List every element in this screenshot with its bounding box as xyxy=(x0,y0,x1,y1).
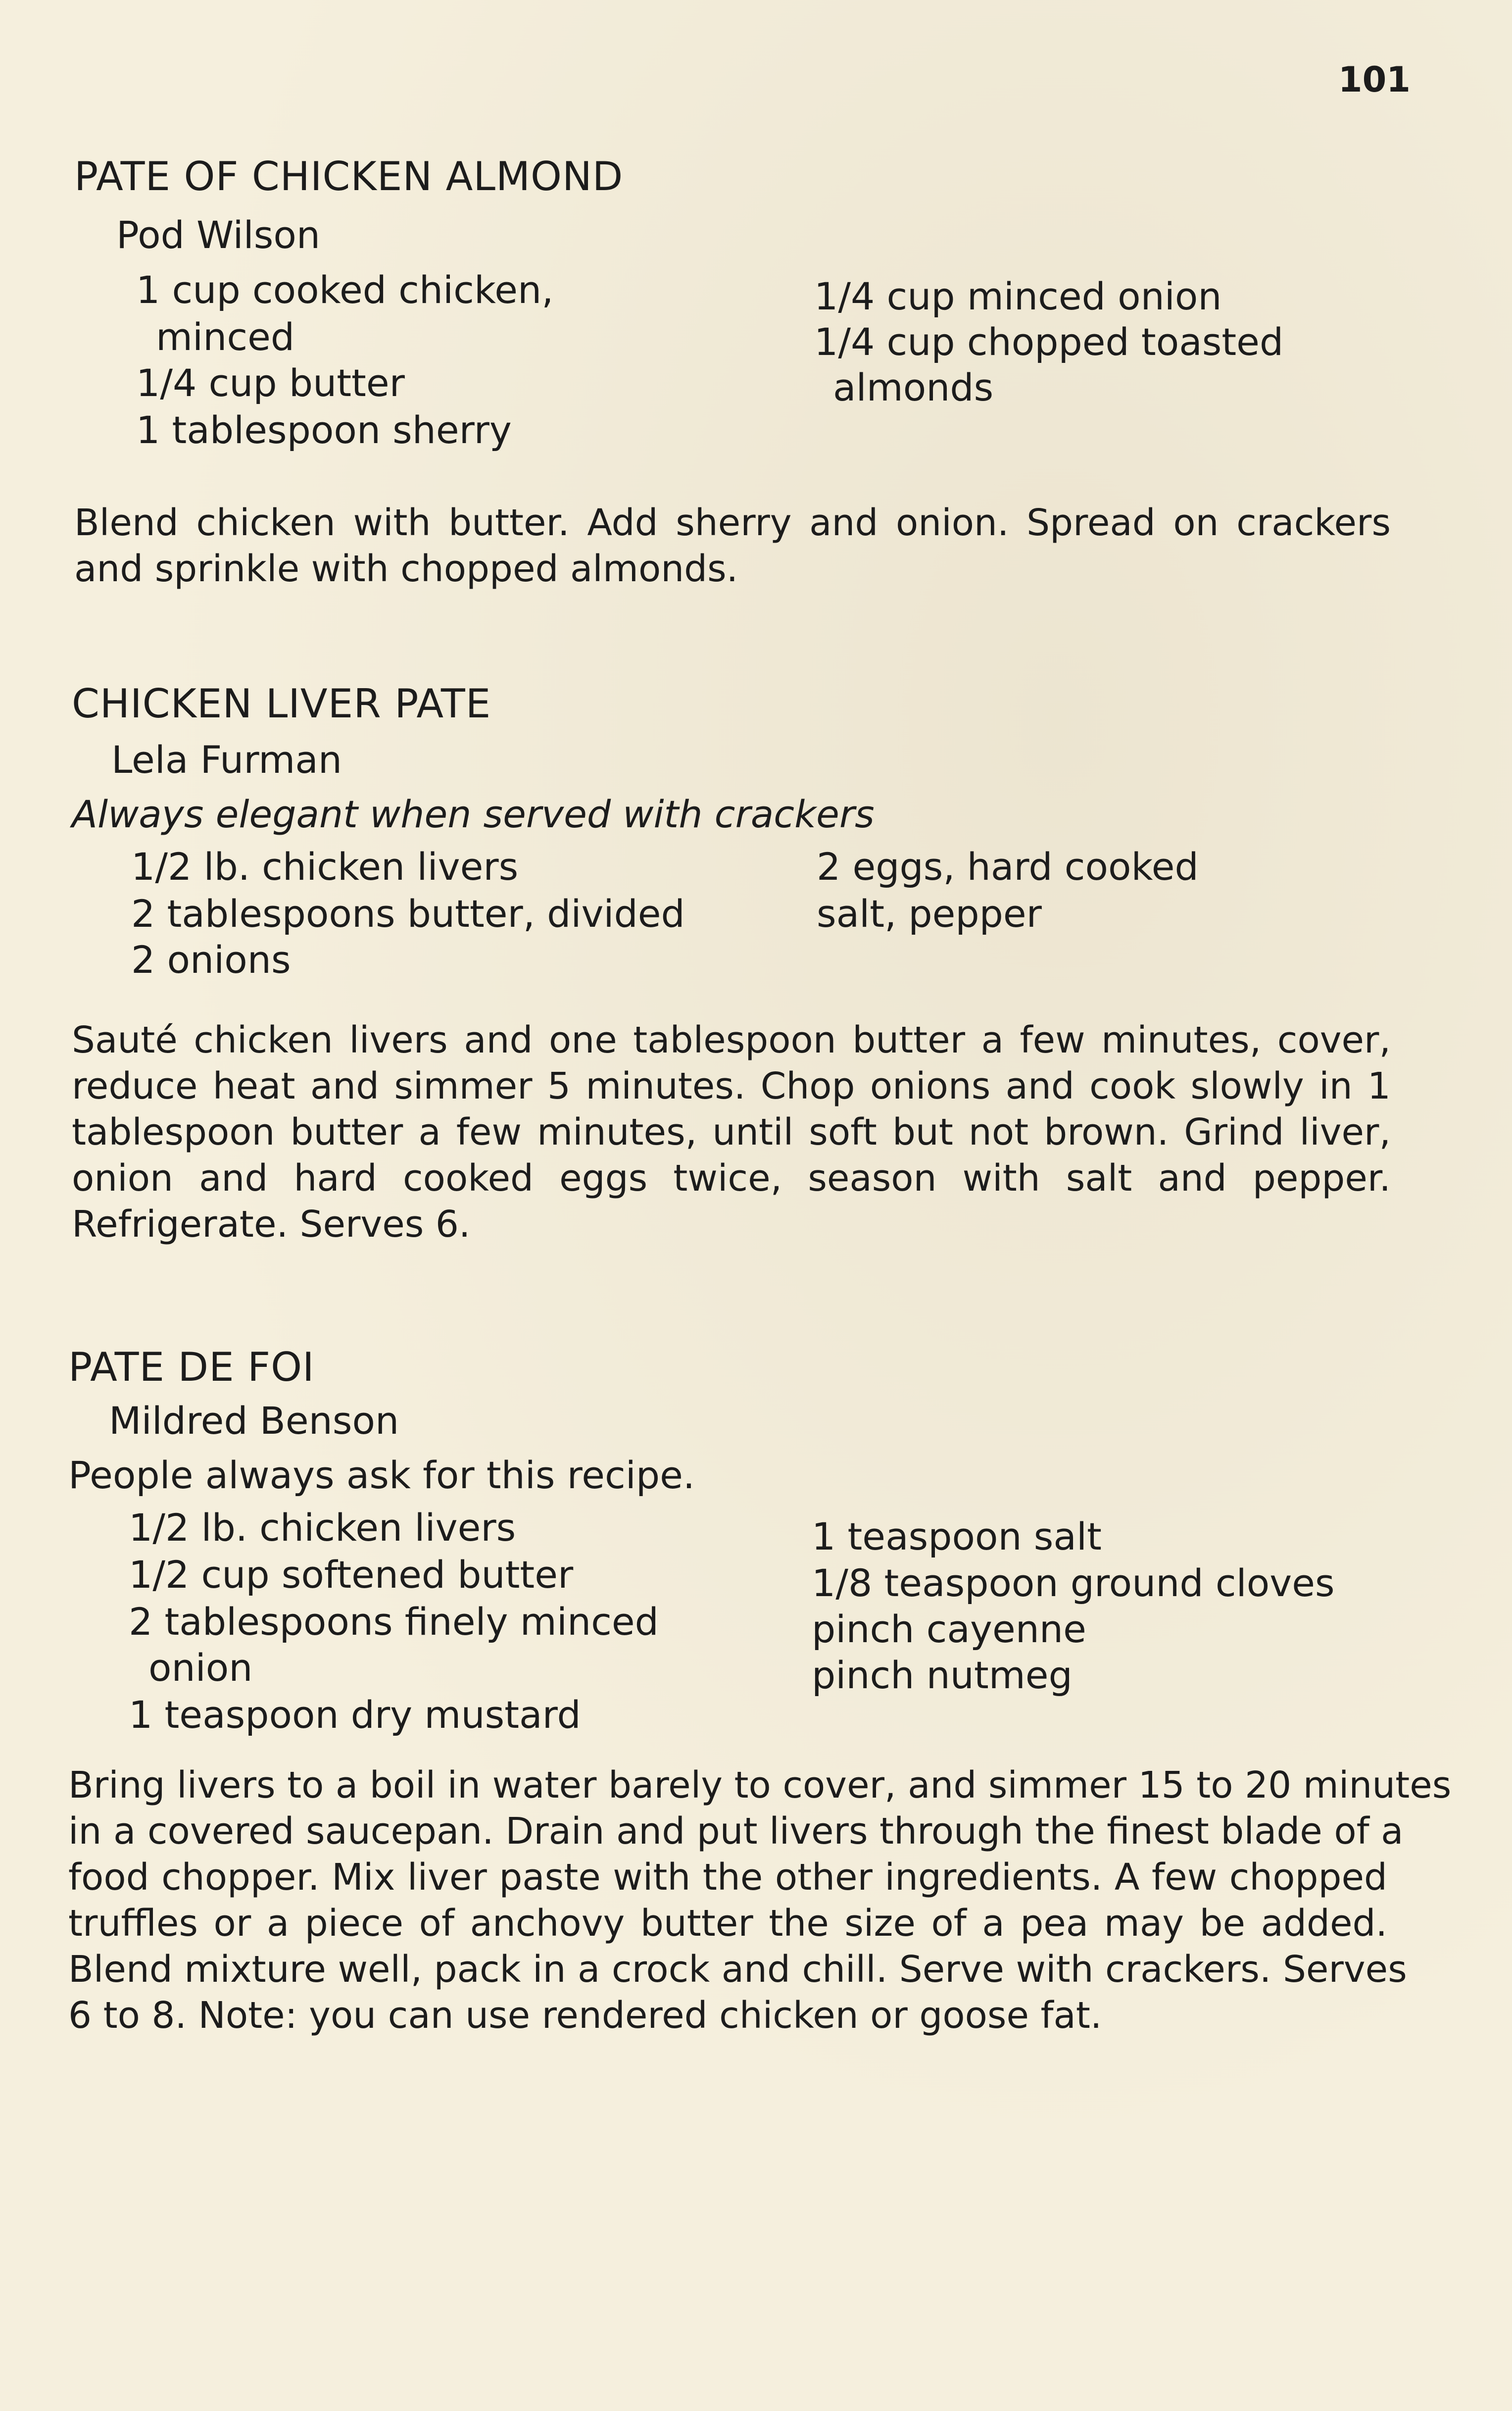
ingredient: 1/2 lb. chicken livers xyxy=(129,1506,516,1550)
directions-line: tablespoon butter a few minutes, until soft but not brown. Grind liver, xyxy=(72,1111,1391,1154)
ingredient: 1/2 cup softened butter xyxy=(129,1553,574,1597)
ingredient: pinch nutmeg xyxy=(812,1653,1073,1697)
ingredient: onion xyxy=(148,1646,253,1690)
recipe-title: CHICKEN LIVER PATE xyxy=(72,681,491,727)
ingredient: minced xyxy=(156,315,295,359)
recipe-title: PATE DE FOI xyxy=(68,1344,315,1390)
ingredient: pinch cayenne xyxy=(812,1607,1086,1651)
directions-line: Blend chicken with butter. Add sherry and onion. Spread on crackers xyxy=(74,502,1391,544)
directions-line: 6 to 8. Note: you can use rendered chicken or goose fat. xyxy=(68,1994,1102,2037)
recipe-author: Mildred Benson xyxy=(109,1399,399,1443)
directions-line: in a covered saucepan. Drain and put livers through the finest blade of a xyxy=(68,1810,1404,1853)
ingredient: 1 teaspoon dry mustard xyxy=(129,1693,581,1737)
ingredient: 2 tablespoons finely minced xyxy=(129,1600,659,1644)
ingredient: 1/4 cup butter xyxy=(136,361,405,405)
directions-line: onion and hard cooked eggs twice, season with salt and pepper. xyxy=(72,1157,1391,1200)
directions-line: Sauté chicken livers and one tablespoon butter a few minutes, cover, xyxy=(72,1019,1391,1061)
recipe-author: Pod Wilson xyxy=(116,213,320,257)
recipe-author: Lela Furman xyxy=(111,738,342,782)
ingredient: 1/2 lb. chicken livers xyxy=(131,845,519,889)
directions-line: Bring livers to a boil in water barely to cover, and simmer 15 to 20 minutes xyxy=(68,1764,1452,1807)
ingredient: 1 cup cooked chicken, xyxy=(136,268,554,312)
recipe-intro: Always elegant when served with crackers xyxy=(72,792,875,836)
ingredient: salt, pepper xyxy=(817,892,1042,936)
directions-line: Blend mixture well, pack in a crock and chill. Serve with crackers. Serves xyxy=(68,1948,1407,1991)
directions-line: and sprinkle with chopped almonds. xyxy=(74,548,738,590)
ingredient: 2 tablespoons butter, divided xyxy=(131,892,685,936)
ingredient: 1 tablespoon sherry xyxy=(136,408,512,452)
ingredient: almonds xyxy=(833,365,994,409)
ingredient: 1/4 cup minced onion xyxy=(814,274,1222,318)
recipe-directions xyxy=(72,1017,1391,1248)
ingredient: 1/4 cup chopped toasted xyxy=(814,320,1284,364)
directions-line: reduce heat and simmer 5 minutes. Chop onions and cook slowly in 1 xyxy=(72,1065,1391,1107)
ingredient: 1 teaspoon salt xyxy=(812,1514,1102,1558)
recipe-directions xyxy=(68,1762,1452,2039)
recipe-directions xyxy=(74,500,1391,592)
ingredient: 1/8 teaspoon ground cloves xyxy=(812,1561,1335,1605)
recipe-title: PATE OF CHICKEN ALMOND xyxy=(74,153,624,200)
ingredient: 2 eggs, hard cooked xyxy=(817,845,1199,889)
directions-line: Refrigerate. Serves 6. xyxy=(72,1203,471,1246)
page-number: 101 xyxy=(1338,59,1411,100)
recipe-intro: People always ask for this recipe. xyxy=(68,1453,695,1497)
ingredient: 2 onions xyxy=(131,938,291,982)
directions-line: truffles or a piece of anchovy butter the size of a pea may be added. xyxy=(68,1902,1387,1945)
directions-line: food chopper. Mix liver paste with the other ingredients. A few chopped xyxy=(68,1856,1387,1899)
